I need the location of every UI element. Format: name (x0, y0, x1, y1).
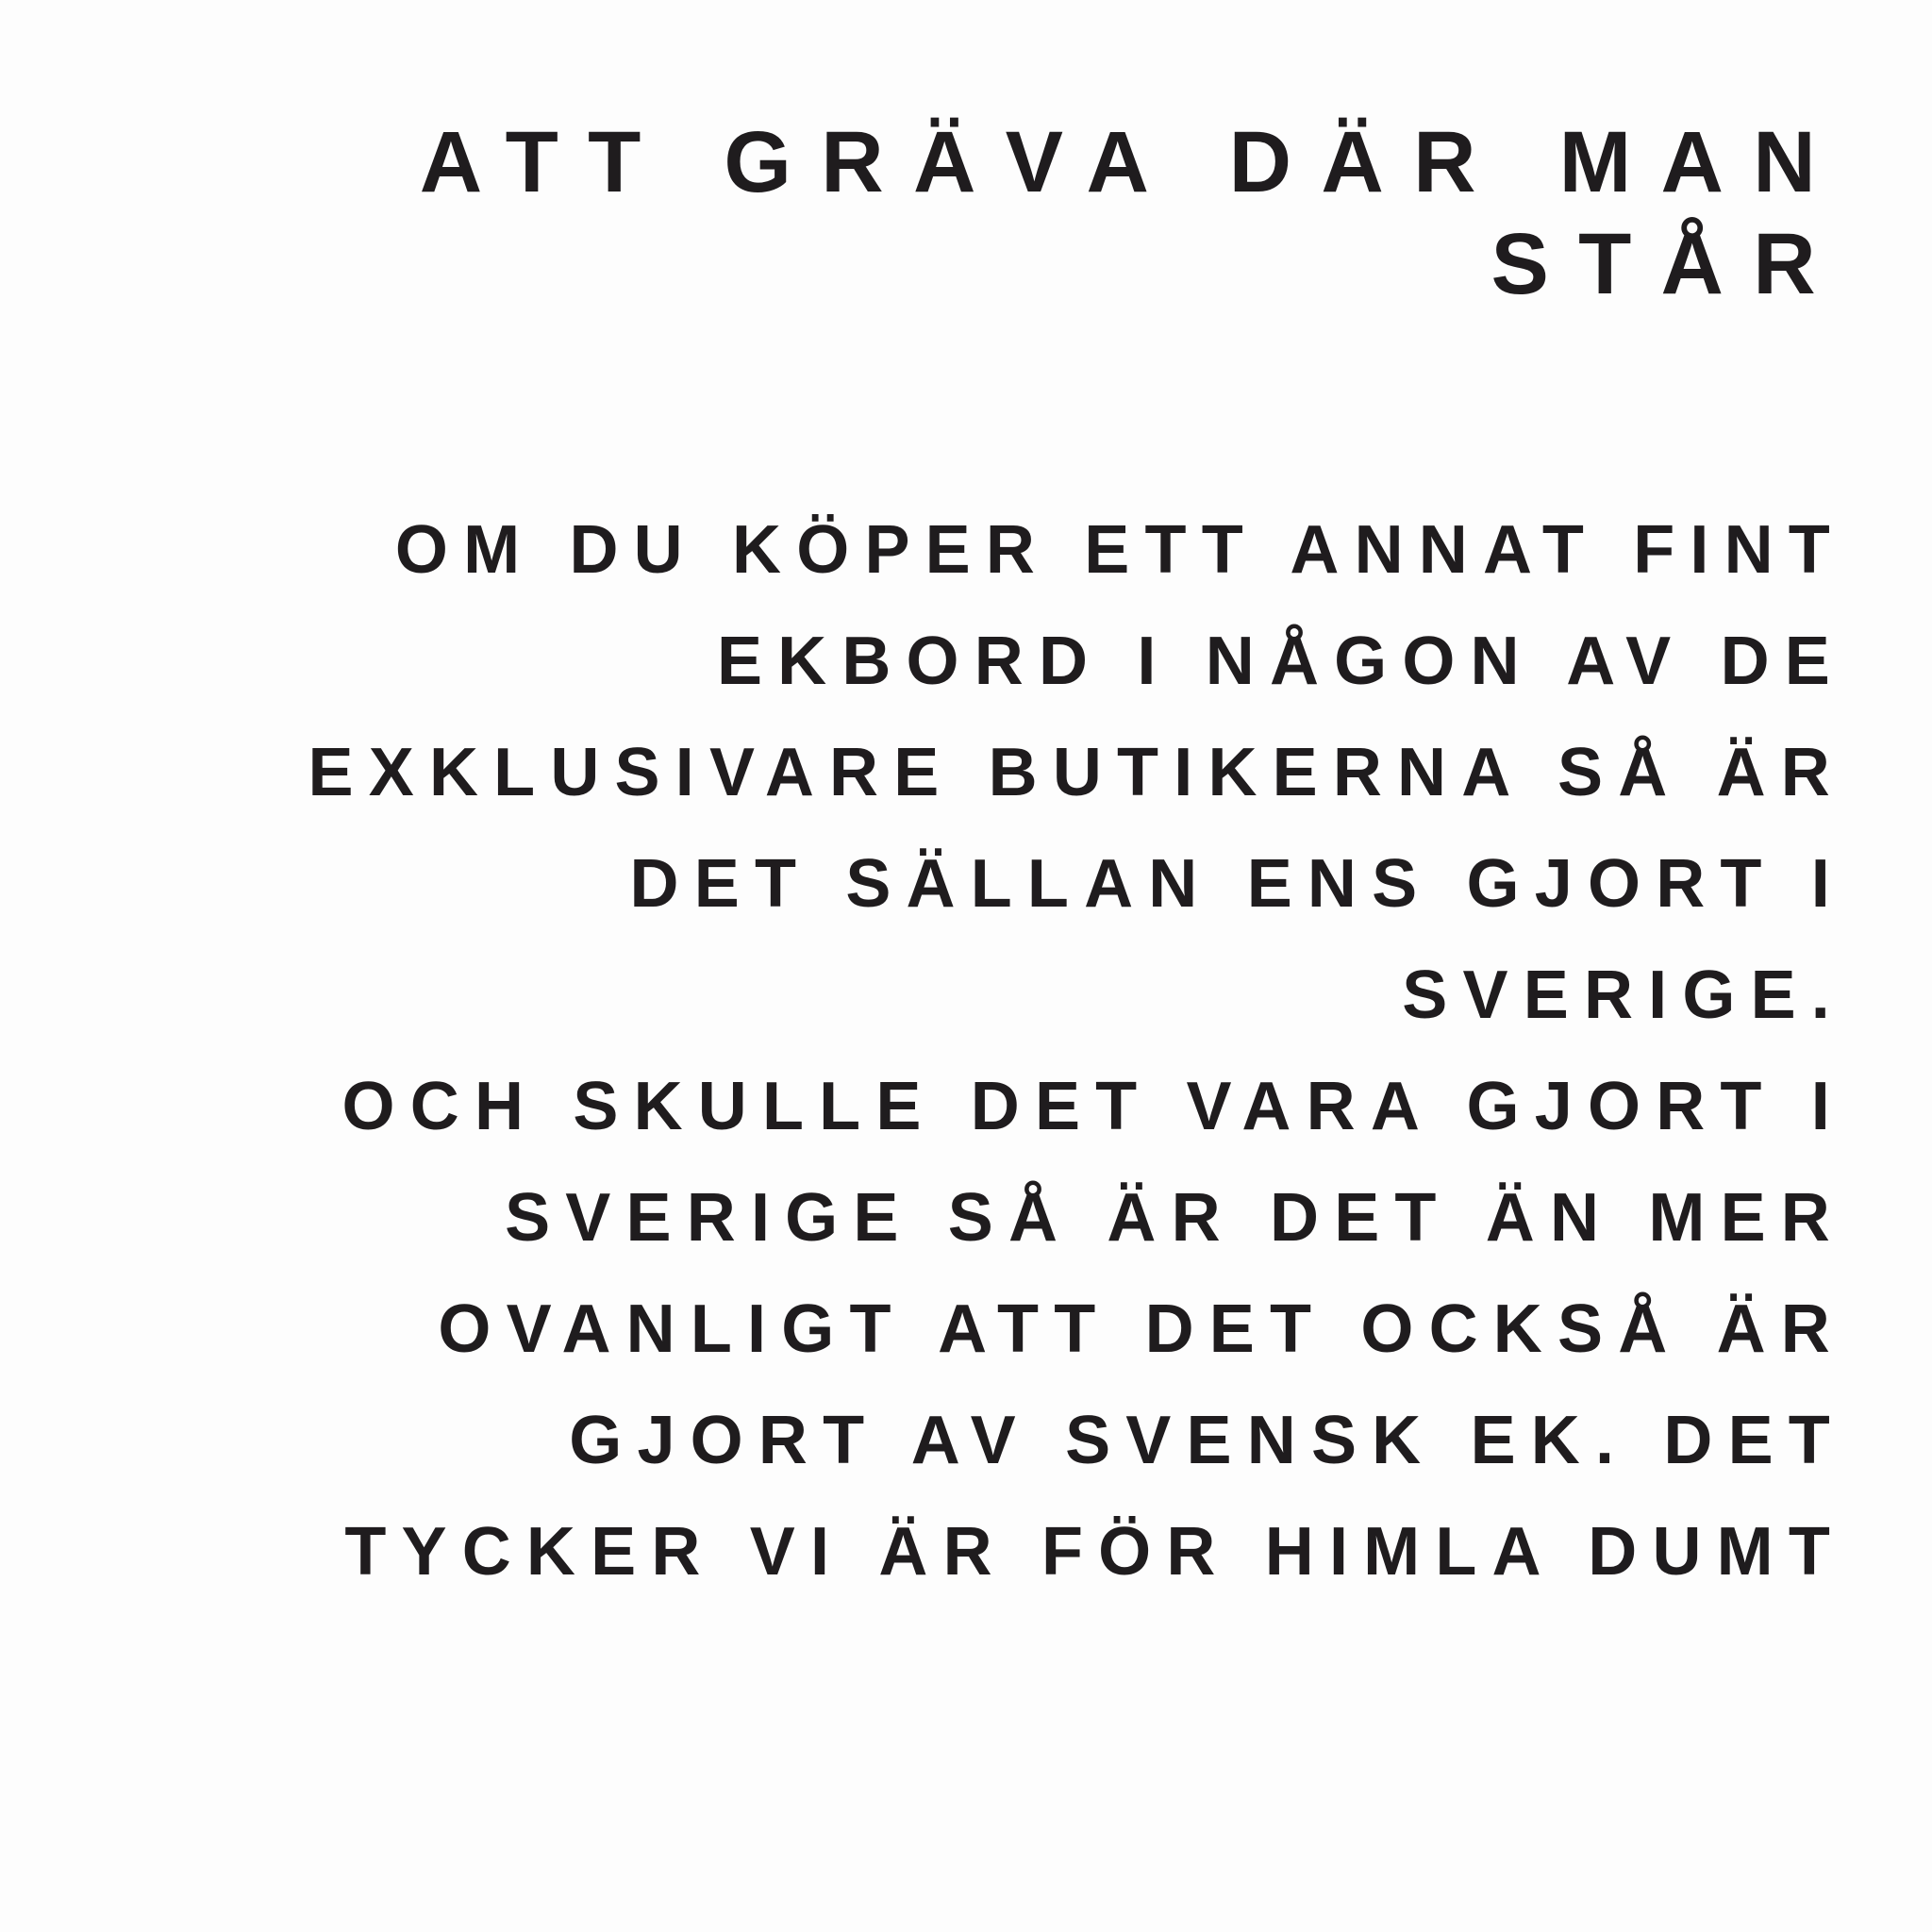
heading-line: STÅR (1491, 216, 1845, 312)
page-title (142, 111, 1845, 315)
body-line: EKBORD I NÅGON AV DE (716, 624, 1845, 699)
body-line: SVERIGE. (1402, 958, 1845, 1033)
body-line: OCH SKULLE DET VARA GJORT I (341, 1069, 1845, 1144)
body-line: DET SÄLLAN ENS GJORT I (629, 846, 1845, 922)
body-line: OM DU KÖPER ETT ANNAT FINT (394, 512, 1845, 588)
body-line: SVERIGE SÅ ÄR DET ÄN MER (505, 1180, 1845, 1256)
quote-body (142, 494, 1845, 1607)
body-line: OVANLIGT ATT DET OCKSÅ ÄR (438, 1291, 1845, 1367)
body-line: EXKLUSIVARE BUTIKERNA SÅ ÄR (308, 735, 1845, 810)
body-line: GJORT AV SVENSK EK. DET (569, 1403, 1845, 1478)
heading-line: ATT GRÄVA DÄR MAN (419, 114, 1845, 210)
body-line: TYCKER VI ÄR FÖR HIMLA DUMT (344, 1514, 1845, 1590)
